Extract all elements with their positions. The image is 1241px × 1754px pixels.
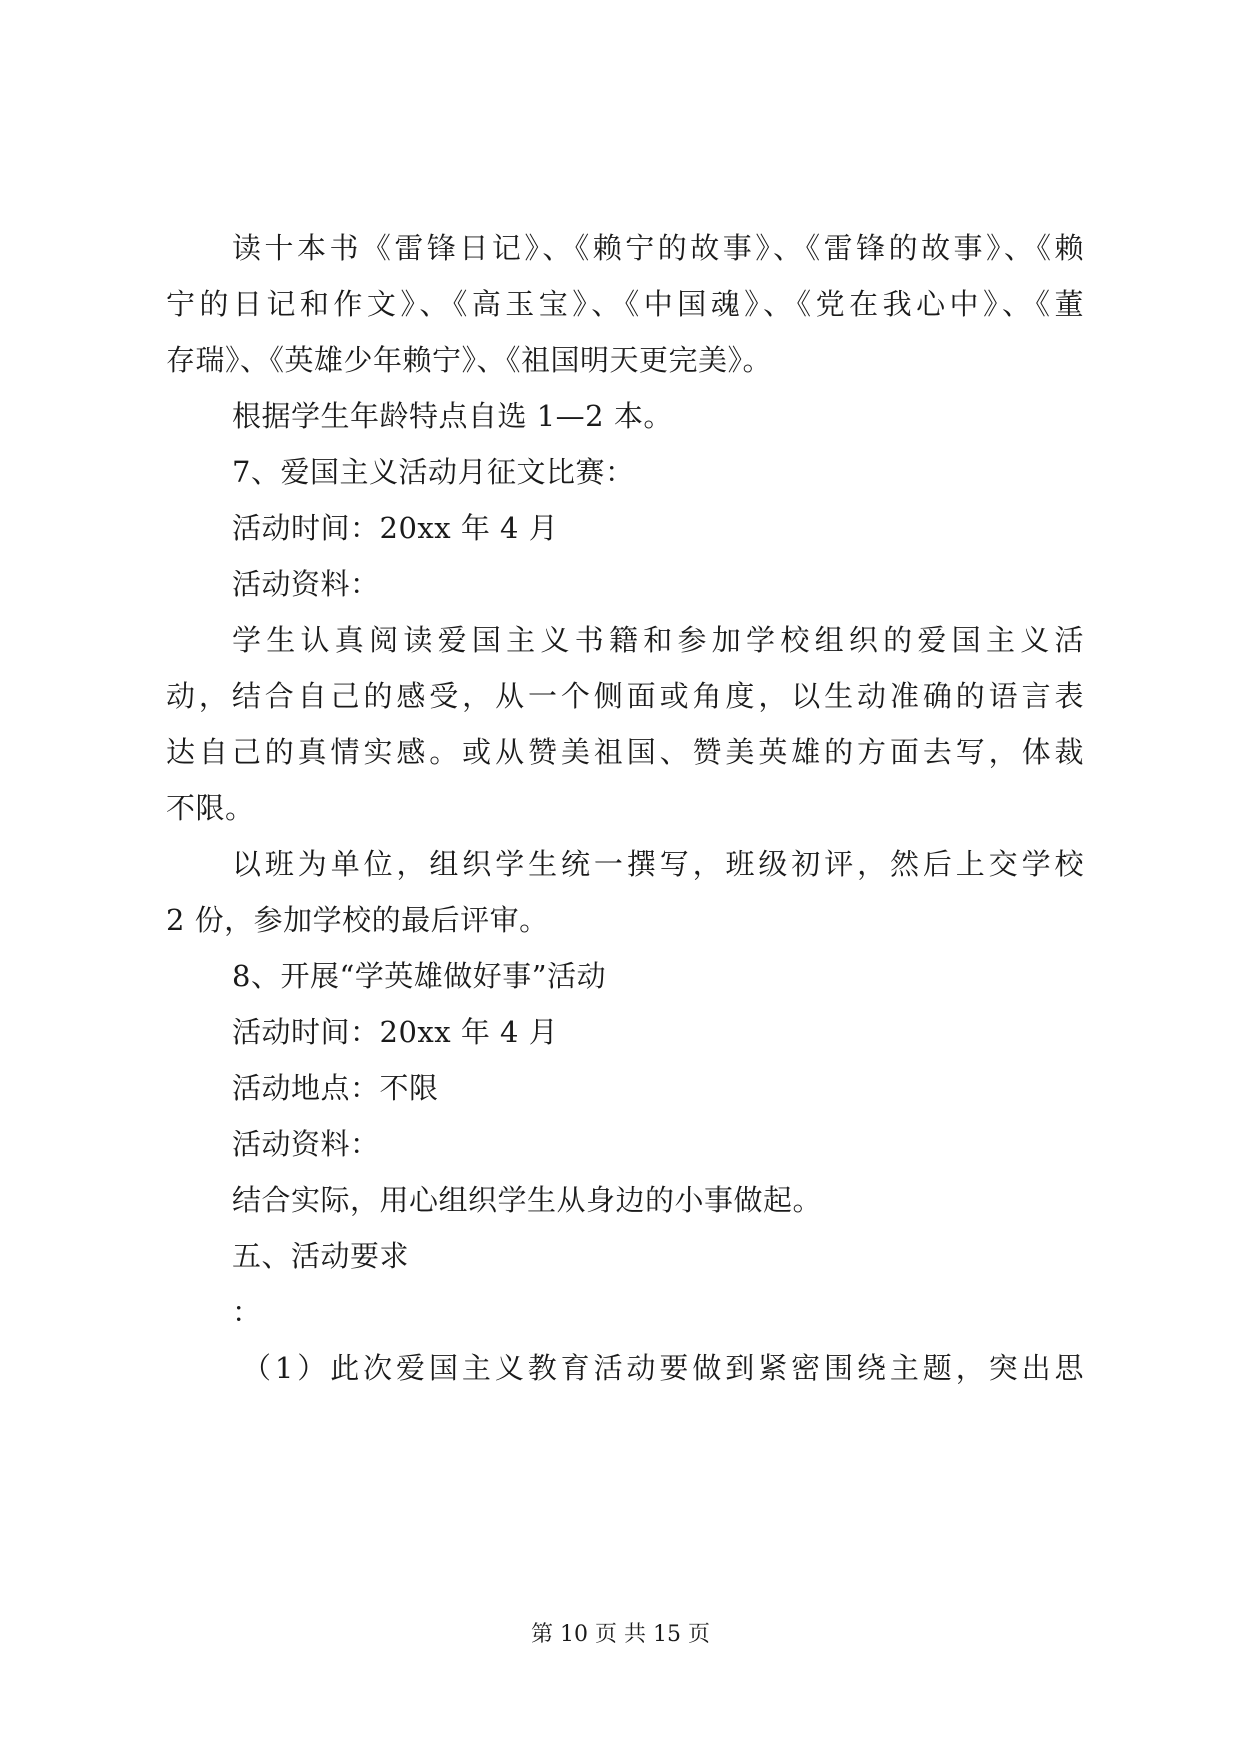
section-heading: 7、爱国主义活动月征文比赛：: [232, 455, 635, 489]
text-line: 活动资料：: [232, 1127, 380, 1161]
text-line: 达自己的真情实感。或从赞美祖国、赞美英雄的方面去写，体裁: [166, 735, 1084, 769]
section-heading: 8、开展“学英雄做好事”活动: [232, 959, 607, 993]
text-line: 存瑞》、《英雄少年赖宁》、《祖国明天更完美》。: [166, 343, 773, 377]
page-number-footer: 第 10 页 共 15 页: [531, 1622, 710, 1647]
text-line: 活动资料：: [232, 567, 380, 601]
text-line: 学生认真阅读爱国主义书籍和参加学校组织的爱国主义活: [232, 623, 1084, 657]
text-line: 不限。: [166, 791, 255, 825]
text-line: 动，结合自己的感受，从一个侧面或角度，以生动准确的语言表: [166, 679, 1084, 713]
text-line: 以班为单位，组织学生统一撰写，班级初评，然后上交学校: [232, 847, 1084, 881]
text-line: 读十本书《雷锋日记》、《赖宁的故事》、《雷锋的故事》、《赖: [232, 231, 1084, 265]
text-line: 结合实际，用心组织学生从身边的小事做起。: [232, 1183, 823, 1217]
text-line: （1）此次爱国主义教育活动要做到紧密围绕主题，突出思: [242, 1351, 1084, 1385]
text-line: 根据学生年龄特点自选 1—2 本。: [232, 399, 673, 433]
text-line: 活动地点：不限: [232, 1071, 439, 1105]
text-line: 活动时间：20xx 年 4 月: [232, 1015, 559, 1049]
text-line: 宁的日记和作文》、《高玉宝》、《中国魂》、《党在我心中》、《董: [166, 287, 1084, 321]
text-line: 活动时间：20xx 年 4 月: [232, 511, 559, 545]
section-heading: 五、活动要求: [232, 1239, 410, 1273]
text-line: ：: [232, 1295, 262, 1329]
text-line: 2 份，参加学校的最后评审。: [166, 903, 549, 937]
